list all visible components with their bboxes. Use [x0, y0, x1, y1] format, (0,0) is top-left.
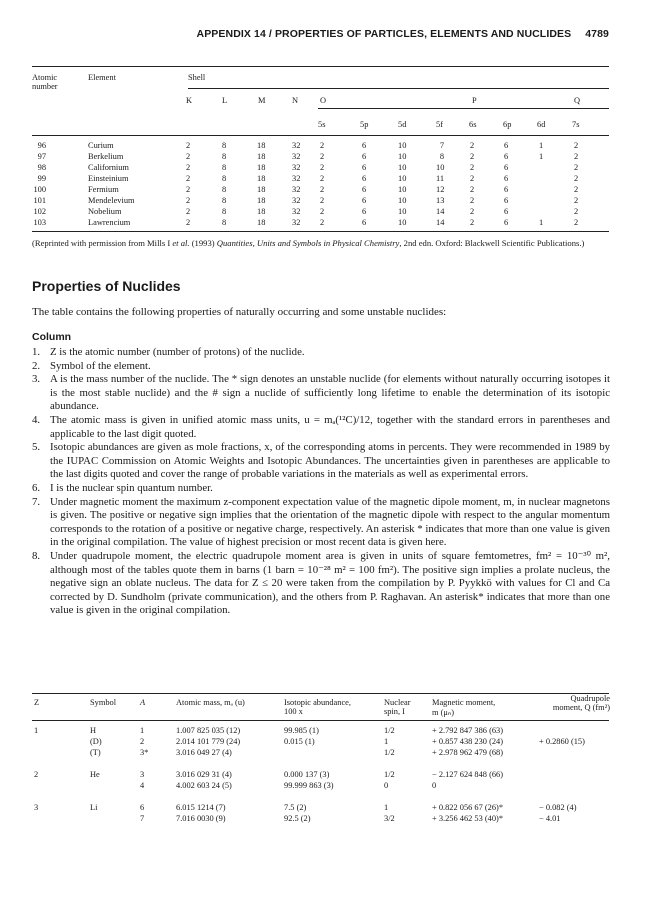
shell-cell-p6: 6: [504, 185, 509, 194]
shell-cell-s5: 2: [320, 207, 325, 216]
nuclide-cell-abund: 99.985 (1): [284, 726, 319, 735]
hdr-spin: Nuclear spin, I: [384, 698, 411, 716]
shell-cell-z: 101: [33, 196, 46, 205]
shell-cell-d6: 1: [539, 141, 544, 150]
nuclide-cell-mag: + 2.792 847 386 (63): [432, 726, 504, 735]
shell-cell-m: 18: [257, 174, 266, 183]
shell-cell-d5: 10: [398, 185, 407, 194]
nuclide-cell-a: 4: [140, 781, 145, 790]
col-shell: Shell: [188, 73, 206, 82]
nuclide-cell-a: 3*: [140, 748, 149, 757]
shell-cell-f5: 12: [436, 185, 445, 194]
nuclide-table-top-rule: [32, 693, 609, 694]
subshell-5f: 5f: [436, 120, 443, 129]
nuclide-cell-spin: 0: [384, 781, 389, 790]
shell-cell-d5: 10: [398, 163, 407, 172]
shell-cell-s5: 2: [320, 174, 325, 183]
shell-cell-f5: 14: [436, 207, 445, 216]
shell-cell-s7: 2: [574, 174, 579, 183]
shell-cell-f5: 13: [436, 196, 445, 205]
shell-cell-p6: 6: [504, 218, 509, 227]
nuclide-cell-quad: − 0.082 (4): [539, 803, 577, 812]
shell-cell-d5: 10: [398, 218, 407, 227]
shell-cell-s6: 2: [470, 185, 475, 194]
nuclide-cell-mag: + 2.978 962 479 (68): [432, 748, 504, 757]
shell-cell-d6: 1: [539, 152, 544, 161]
shell-cell-m: 18: [257, 218, 266, 227]
shell-cell-d5: 10: [398, 152, 407, 161]
nuclide-cell-abund: 0.000 137 (3): [284, 770, 330, 779]
list-item: 8. Under quadrupole moment, the electric quadrupole moment area is given in units of square femtometres, fm² = 10⁻³⁰ m², although most of the tables quote them in barns (1 barn = 10⁻²⁸ m² = 100 fm²). The positive sign implies a prolate nucleus, the negative sign an oblate nucleus. The data for Z ≤ 20 were taken from the compilation by P. Pyykkö with values for Cl and Ca corrected by D. Sundholm (private communication), and the others from P. Raghavan. An asterisk* indicates that more than one value is given in the original compilation.: [32, 549, 610, 617]
nuclide-cell-spin: 1: [384, 803, 389, 812]
shell-cell-f5: 8: [439, 152, 444, 161]
shell-cell-k: 2: [186, 152, 191, 161]
shell-cell-k: 2: [186, 185, 191, 194]
shell-cell-p6: 6: [504, 141, 509, 150]
nuclide-cell-mag: + 3.256 462 53 (40)*: [432, 814, 504, 823]
nuclide-cell-abund: 7.5 (2): [284, 803, 307, 812]
shell-o: O: [320, 96, 327, 105]
table-bottom-rule: [32, 231, 609, 232]
hdr-mass: Atomic mass, mₐ (u): [176, 698, 245, 707]
nuclide-cell-symbol: (D): [90, 737, 102, 746]
shell-cell-p6: 6: [504, 152, 509, 161]
col-element: Element: [88, 73, 116, 82]
shell-cell-f5: 7: [439, 141, 444, 150]
shell-cell-f5: 11: [436, 174, 445, 183]
subshell-5p: 5p: [360, 120, 369, 129]
shell-cell-s6: 2: [470, 152, 475, 161]
shell-cell-s5: 2: [320, 163, 325, 172]
nuclide-cell-abund: 92.5 (2): [284, 814, 311, 823]
shell-cell-k: 2: [186, 141, 191, 150]
shell-cell-s6: 2: [470, 141, 475, 150]
nuclide-z: 1: [34, 726, 39, 735]
section-heading: Properties of Nuclides: [32, 278, 181, 294]
nuclide-cell-a: 3: [140, 770, 145, 779]
shell-p: P: [472, 96, 477, 105]
column-heading: Column: [32, 331, 72, 343]
shell-cell-n: 32: [292, 218, 301, 227]
nuclide-cell-mass: 3.016 029 31 (4): [176, 770, 232, 779]
shell-cell-p5: 6: [362, 163, 367, 172]
subshell-5s: 5s: [318, 120, 326, 129]
nuclide-cell-spin: 1/2: [384, 748, 395, 757]
shell-cell-n: 32: [292, 185, 301, 194]
nuclide-cell-a: 1: [140, 726, 145, 735]
col-atomic-number: Atomic number: [32, 73, 58, 91]
shell-cell-d5: 10: [398, 141, 407, 150]
shell-cell-l: 8: [222, 174, 227, 183]
shell-cell-n: 32: [292, 196, 301, 205]
shell-cell-n: 32: [292, 163, 301, 172]
subshell-rule: [318, 108, 609, 109]
shell-cell-d5: 10: [398, 196, 407, 205]
shell-cell-n: 32: [292, 174, 301, 183]
shell-cell-z: 99: [37, 174, 46, 183]
list-item: 2. Symbol of the element.: [32, 359, 151, 372]
shell-cell-m: 18: [257, 196, 266, 205]
nuclide-cell-abund: 0.015 (1): [284, 737, 315, 746]
shell-q: Q: [574, 96, 581, 105]
nuclide-cell-quad: + 0.2860 (15): [539, 737, 585, 746]
shell-cell-name: Nobelium: [88, 207, 122, 216]
nuclide-cell-mass: 4.002 603 24 (5): [176, 781, 232, 790]
nuclide-cell-abund: 99.999 863 (3): [284, 781, 334, 790]
nuclide-cell-symbol: Li: [90, 803, 98, 812]
shell-cell-s5: 2: [320, 141, 325, 150]
shell-cell-m: 18: [257, 163, 266, 172]
column-list: [32, 346, 610, 618]
nuclide-cell-mass: 6.015 1214 (7): [176, 803, 226, 812]
nuclide-cell-symbol: He: [90, 770, 100, 779]
nuclide-z: 2: [34, 770, 39, 779]
shell-cell-k: 2: [186, 196, 191, 205]
running-header: [0, 28, 609, 40]
hdr-a: A: [140, 698, 146, 707]
shell-cell-z: 96: [37, 141, 46, 150]
nuclide-cell-spin: 1: [384, 737, 389, 746]
shell-cell-s5: 2: [320, 196, 325, 205]
shell-cell-m: 18: [257, 207, 266, 216]
subshell-7s: 7s: [572, 120, 580, 129]
nuclide-cell-mag: + 0.822 056 67 (26)*: [432, 803, 504, 812]
nuclide-cell-quad: − 4.01: [539, 814, 561, 823]
shell-cell-l: 8: [222, 152, 227, 161]
shell-cell-l: 8: [222, 218, 227, 227]
shell-cell-s5: 2: [320, 218, 325, 227]
shell-cell-s6: 2: [470, 218, 475, 227]
hdr-abundance: Isotopic abundance, 100 x: [284, 698, 351, 716]
nuclide-cell-spin: 1/2: [384, 726, 395, 735]
nuclide-cell-symbol: (T): [90, 748, 101, 757]
nuclide-cell-mass: 1.007 825 035 (12): [176, 726, 241, 735]
hdr-quadrupole: Quadrupole moment, Q (fm²): [552, 694, 610, 712]
nuclide-cell-spin: 3/2: [384, 814, 395, 823]
table-top-rule: [32, 66, 609, 67]
shell-m: M: [258, 96, 266, 105]
shell-cell-p6: 6: [504, 174, 509, 183]
shell-cell-z: 100: [33, 185, 46, 194]
shell-cell-f5: 14: [436, 218, 445, 227]
list-item: 7. Under magnetic moment the maximum z-component expectation value of the magnetic dipole moment, m, in nuclear magnetons is given. The positive or negative sign implies that the orientation of the magnetic dipole with respect to the angular momentum corresponds to the rotation of a positive or negative charge, respectively. An asterisk * indicates that more than one value is given in the original compilation. The value of highest precision or most recent data is given here.: [32, 495, 610, 549]
nuclide-cell-spin: 1/2: [384, 770, 395, 779]
shell-cell-f5: 10: [436, 163, 445, 172]
shell-cell-s7: 2: [574, 185, 579, 194]
nuclide-cell-mag: − 2.127 624 848 (66): [432, 770, 504, 779]
shell-cell-p5: 6: [362, 218, 367, 227]
shell-cell-z: 97: [37, 152, 46, 161]
hdr-magnetic: Magnetic moment, m (μₙ): [432, 698, 496, 717]
shell-cell-p6: 6: [504, 196, 509, 205]
shell-n: N: [292, 96, 299, 105]
shell-cell-s5: 2: [320, 152, 325, 161]
shell-cell-p5: 6: [362, 174, 367, 183]
nuclide-cell-mass: 3.016 049 27 (4): [176, 748, 232, 757]
subshell-5d: 5d: [398, 120, 407, 129]
shell-cell-z: 98: [37, 163, 46, 172]
shell-cell-d6: 1: [539, 218, 544, 227]
shell-cell-l: 8: [222, 163, 227, 172]
list-item: 5. Isotopic abundances are given as mole fractions, x, of the corresponding atoms in percents. They were recommended in 1989 by the IUPAC Commission on Atomic Weights and Isotopic Abundances. The uncertainties given in parentheses are applicable to the last digits quoted and cover the range of probable variations in the materials as well as experimental errors.: [32, 441, 610, 481]
shell-cell-name: Californium: [88, 163, 129, 172]
shell-cell-name: Curium: [88, 141, 114, 150]
shell-cell-p5: 6: [362, 152, 367, 161]
list-item: 3. A is the mass number of the nuclide. The * sign denotes an unstable nuclide (for elements without naturally occurring isotopes it is the most stable nuclide) and the # sign a nuclide of sufficiently long lifetime to enable the determination of its isotopic abundance.: [32, 373, 610, 413]
page-number: 4789: [585, 28, 609, 40]
nuclide-cell-symbol: H: [90, 726, 97, 735]
header-title: APPENDIX 14 / PROPERTIES OF PARTICLES, ELEMENTS AND NUCLIDES: [196, 28, 572, 40]
shell-cell-k: 2: [186, 174, 191, 183]
list-item: 6. I is the nuclear spin quantum number.: [32, 481, 213, 494]
shell-cell-p6: 6: [504, 207, 509, 216]
shell-l: L: [222, 96, 228, 105]
shell-cell-m: 18: [257, 185, 266, 194]
nuclide-cell-a: 7: [140, 814, 145, 823]
table-header-rule: [32, 135, 609, 136]
shell-cell-k: 2: [186, 218, 191, 227]
shell-cell-name: Einsteinium: [88, 174, 129, 183]
shell-cell-s6: 2: [470, 163, 475, 172]
nuclide-cell-mass: 2.014 101 779 (24): [176, 737, 241, 746]
shell-cell-s6: 2: [470, 207, 475, 216]
shell-rule: [188, 88, 609, 89]
shell-cell-s5: 2: [320, 185, 325, 194]
shell-cell-d5: 10: [398, 207, 407, 216]
hdr-z: Z: [34, 698, 40, 707]
shell-cell-n: 32: [292, 141, 301, 150]
shell-cell-l: 8: [222, 141, 227, 150]
shell-cell-name: Fermium: [88, 185, 119, 194]
list-item: 4. The atomic mass is given in unified atomic mass units, u = mₐ(¹²C)/12, together with the standard errors in parentheses and applicable to the last digit quoted.: [32, 413, 610, 440]
subshell-6s: 6s: [469, 120, 477, 129]
shell-cell-p5: 6: [362, 196, 367, 205]
nuclide-cell-mag: 0: [432, 781, 437, 790]
shell-cell-name: Lawrencium: [88, 218, 131, 227]
intro-paragraph: The table contains the following properties of naturally occurring and some unstable nuclides:: [32, 306, 447, 318]
shell-cell-s7: 2: [574, 163, 579, 172]
shell-k: K: [186, 96, 193, 105]
shell-cell-k: 2: [186, 207, 191, 216]
nuclide-cell-mag: + 0.857 438 230 (24): [432, 737, 504, 746]
shell-cell-l: 8: [222, 185, 227, 194]
shell-cell-s7: 2: [574, 196, 579, 205]
shell-cell-l: 8: [222, 207, 227, 216]
nuclide-z: 3: [34, 803, 39, 812]
shell-cell-name: Mendelevium: [88, 196, 135, 205]
shell-cell-z: 103: [33, 218, 46, 227]
reference-note: (Reprinted with permission from Mills I et al. (1993) Quantities, Units and Symbols in Physical Chemistry, 2nd edn. Oxford: Blackwell Scientific Publications.): [32, 238, 585, 248]
shell-cell-s7: 2: [574, 218, 579, 227]
shell-cell-d5: 10: [398, 174, 407, 183]
subshell-6p: 6p: [503, 120, 512, 129]
subshell-6d: 6d: [537, 120, 546, 129]
shell-cell-name: Berkelium: [88, 152, 124, 161]
shell-cell-p5: 6: [362, 207, 367, 216]
list-item: 1. Z is the atomic number (number of protons) of the nuclide.: [32, 346, 305, 358]
shell-cell-s7: 2: [574, 207, 579, 216]
nuclide-table-header-rule: [32, 720, 609, 721]
nuclide-cell-a: 2: [140, 737, 145, 746]
nuclide-cell-mass: 7.016 0030 (9): [176, 814, 226, 823]
shell-cell-m: 18: [257, 152, 266, 161]
hdr-symbol: Symbol: [90, 698, 117, 707]
shell-cell-s6: 2: [470, 174, 475, 183]
shell-cell-z: 102: [33, 207, 46, 216]
shell-cell-k: 2: [186, 163, 191, 172]
shell-cell-p5: 6: [362, 141, 367, 150]
shell-cell-m: 18: [257, 141, 266, 150]
shell-cell-l: 8: [222, 196, 227, 205]
shell-cell-s6: 2: [470, 196, 475, 205]
shell-cell-s7: 2: [574, 152, 579, 161]
shell-cell-n: 32: [292, 152, 301, 161]
nuclide-cell-a: 6: [140, 803, 145, 812]
shell-cell-s7: 2: [574, 141, 579, 150]
shell-cell-p6: 6: [504, 163, 509, 172]
shell-cell-n: 32: [292, 207, 301, 216]
shell-cell-p5: 6: [362, 185, 367, 194]
